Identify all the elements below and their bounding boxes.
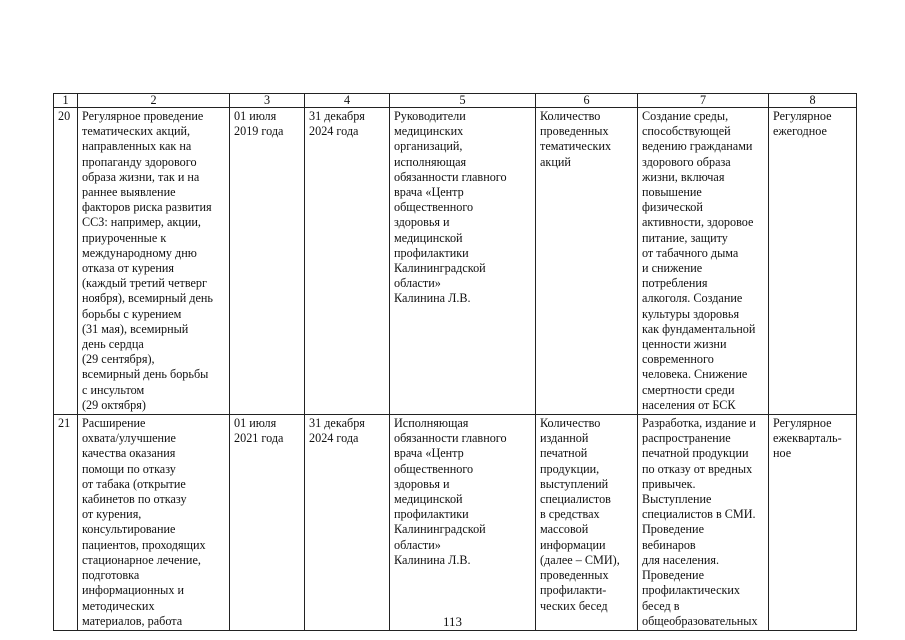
header-cell: 7 [638,94,769,108]
header-cell: 5 [390,94,536,108]
indicator-cell: Количество изданной печатной продукции, выступлений специалистов в средствах массовой информации (далее – СМИ), проведенных профилакти- ческих бесед [536,415,638,631]
header-cell: 1 [54,94,78,108]
column-number-header-row [54,94,857,108]
action-cell: Расширение охвата/улучшение качества оказания помощи по отказу от табака (открытие кабинетов по отказу от курения, консультирование пациентов, проходящих стационарное лечение, подготовка информационных и методических материалов, работа [78,415,230,631]
result-cell: Разработка, издание и распространение печатной продукции по отказу от вредных привычек. Выступление специалистов в СМИ. Проведение вебинаров для населения. Проведение профилактических бесед в общеобразовательных [638,415,769,631]
responsible-cell: Исполняющая обязанности главного врача «Центр общественного здоровья и медицинской профилактики Калининградской области» Калинина Л.В. [390,415,536,631]
measures-table [53,93,857,631]
result-cell: Создание среды, способствующей ведению гражданами здорового образа жизни, включая повышение физической активности, здоровое питание, защиту от табачного дыма и снижение потребления алкоголя. Создание культуры здоровья как фундаментальной ценности жизни современного человека. Снижение смертности среди населения от БСК [638,108,769,415]
action-cell: Регулярное проведение тематических акций, направленных как на пропаганду здорового образа жизни, так и на раннее выявление факторов риска развития ССЗ: например, акции, приуроченные к международному дню отказа от курения (каждый третий четверг ноября), всемирный день борьбы с курением (31 мая), всемирный день сердца (29 сентября), всемирный день борьбы с инсультом (29 октября) [78,108,230,415]
end-date-cell: 31 декабря 2024 года [305,108,390,415]
row-number-cell: 20 [54,108,78,415]
start-date-cell: 01 июля 2021 года [230,415,305,631]
start-date-cell: 01 июля 2019 года [230,108,305,415]
page-number: 113 [442,614,463,629]
end-date-cell: 31 декабря 2024 года [305,415,390,631]
header-cell: 8 [769,94,857,108]
header-cell: 3 [230,94,305,108]
row-number-cell: 21 [54,415,78,631]
table-row [54,108,857,415]
frequency-cell: Регулярное ежегодное [769,108,857,415]
header-cell: 4 [305,94,390,108]
responsible-cell: Руководители медицинских организаций, исполняющая обязанности главного врача «Центр общественного здоровья и медицинской профилактики Калининградской области» Калинина Л.В. [390,108,536,415]
header-cell: 6 [536,94,638,108]
header-cell: 2 [78,94,230,108]
table-row [54,415,857,631]
frequency-cell: Регулярное ежекварталь- ное [769,415,857,631]
indicator-cell: Количество проведенных тематических акций [536,108,638,415]
